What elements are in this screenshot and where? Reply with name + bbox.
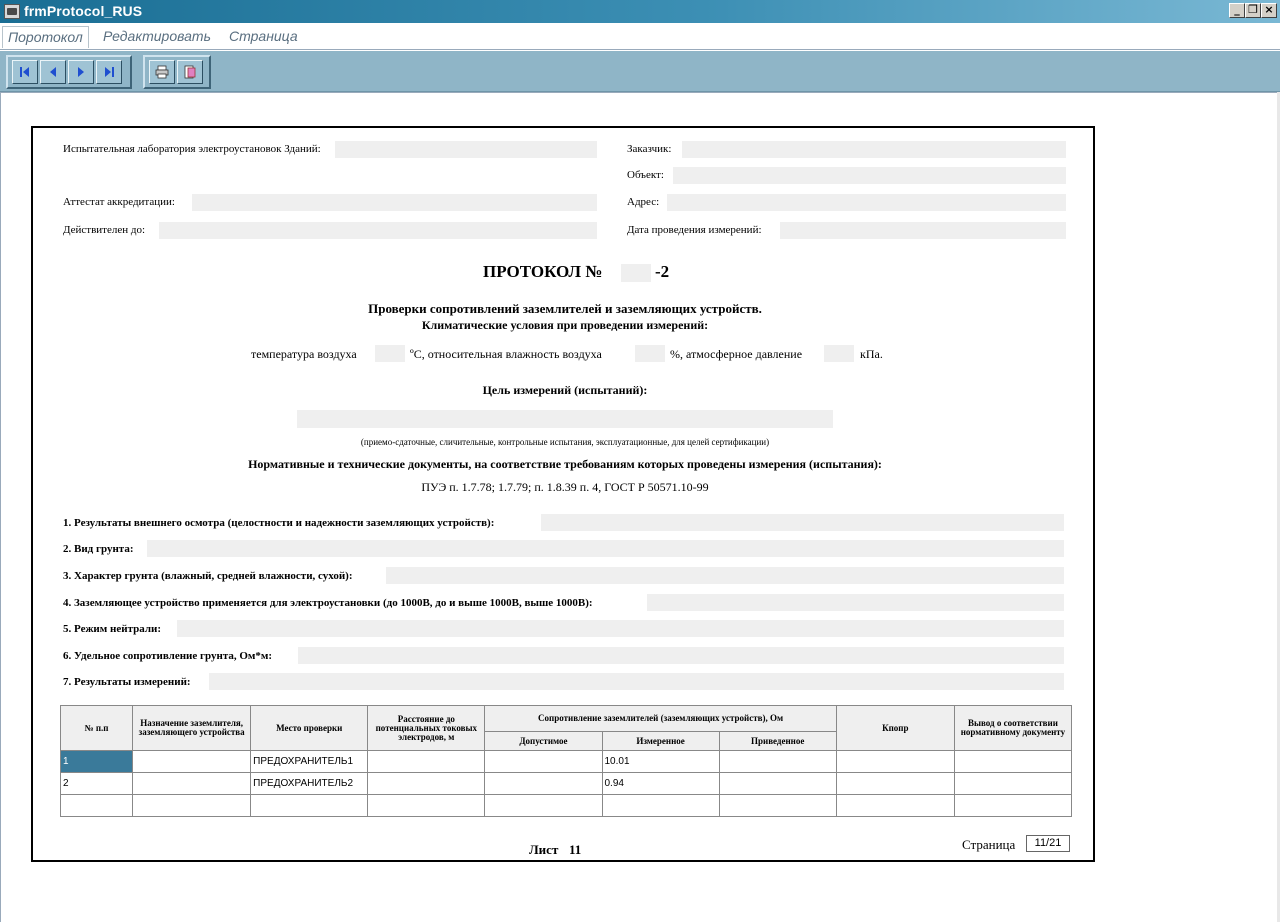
cell-measured[interactable] [602, 795, 719, 817]
cell-num[interactable] [61, 795, 133, 817]
temperature-label: температура воздуха [251, 347, 357, 361]
accreditation-field[interactable] [192, 194, 597, 211]
lab-label: Испытательная лаборатория электроустановок Зданий: [63, 143, 321, 155]
print-button[interactable] [149, 60, 175, 84]
last-record-icon [102, 65, 116, 79]
table-row[interactable] [61, 751, 1072, 773]
header-conclusion: Вывод о соответствии нормативному документу [954, 706, 1071, 751]
cell-kopr[interactable] [836, 751, 954, 773]
humidity-unit: %, атмосферное давление [670, 347, 803, 361]
cell-num[interactable]: 2 [61, 773, 133, 795]
section-6-label: 6. Удельное сопротивление грунта, Ом*м: [63, 650, 273, 662]
first-record-button[interactable] [12, 60, 38, 84]
measure-date-label: Дата проведения измерений: [627, 224, 762, 236]
valid-until-label: Действителен до: [63, 224, 146, 236]
sheet-label: Лист [529, 842, 559, 857]
header-allowed: Допустимое [485, 732, 602, 751]
protocol-number-field[interactable] [621, 264, 651, 282]
title-bar [0, 0, 1280, 23]
prev-record-icon [46, 65, 60, 79]
export-icon [183, 65, 197, 79]
section-6-field[interactable] [298, 647, 1064, 664]
cell-purpose[interactable] [133, 751, 251, 773]
protocol-title-suffix: -2 [655, 262, 670, 281]
section-4-field[interactable] [647, 594, 1064, 611]
section-5-field[interactable] [177, 620, 1064, 637]
header-measured: Измеренное [602, 732, 719, 751]
cell-reduced[interactable] [719, 751, 836, 773]
header-purpose: Назначение заземлителя, заземляющего устройства [133, 706, 251, 751]
protocol-sheet [31, 126, 1095, 862]
close-button[interactable]: × [1261, 3, 1277, 18]
valid-until-field[interactable] [159, 222, 597, 239]
cell-allowed[interactable] [485, 795, 602, 817]
norm-docs: ПУЭ п. 1.7.78; 1.7.79; п. 1.8.39 п. 4, ГОСТ Р 50571.10-99 [421, 480, 709, 494]
next-record-icon [74, 65, 88, 79]
humidity-field[interactable] [635, 345, 665, 362]
menu-protocol[interactable]: Поротокол [2, 26, 89, 48]
cell-distance[interactable] [368, 795, 485, 817]
print-icon [155, 65, 169, 79]
pressure-unit: кПа. [860, 347, 883, 361]
navigation-group [6, 55, 132, 89]
cell-reduced[interactable] [719, 773, 836, 795]
lab-field[interactable] [335, 141, 597, 158]
export-button[interactable] [177, 60, 203, 84]
header-resistance: Сопротивление заземлителей (заземляющих устройств), Ом [485, 706, 836, 732]
sheet-number: 11 [569, 842, 582, 857]
cell-place[interactable] [251, 795, 368, 817]
menu-bar [0, 23, 1280, 50]
address-label: Адрес: [627, 196, 660, 208]
cell-num[interactable]: 1 [61, 751, 133, 773]
purpose-hint: (приемо-сдаточные, сличительные, контрольные испытания, эксплуатационные, для целей сертификации) [360, 437, 770, 447]
menu-edit[interactable]: Редактировать [103, 28, 211, 44]
table-row[interactable] [61, 795, 1072, 817]
section-3-label: 3. Характер грунта (влажный, средней влажности, сухой): [63, 570, 353, 582]
header-place: Место проверки [251, 706, 368, 751]
app-icon[interactable] [4, 4, 20, 19]
section-7-label: 7. Результаты измерений: [63, 676, 191, 688]
protocol-subtitle: Проверки сопротивлений заземлителей и заземляющих устройств. [368, 301, 762, 316]
header-distance: Расстояние до потенциальных токовых электродов, м [368, 706, 485, 751]
cell-conclusion[interactable] [954, 795, 1071, 817]
cell-kopr[interactable] [836, 773, 954, 795]
header-kopr: Кпопр [836, 706, 954, 751]
section-1-label: 1. Результаты внешнего осмотра (целостности и надежности заземляющих устройств): [63, 517, 495, 529]
section-7-field[interactable] [209, 673, 1064, 690]
temperature-unit: ºС, относительная влажность воздуха [410, 347, 602, 361]
climate-heading: Климатические условия при проведении измерений: [421, 318, 709, 332]
table-row[interactable] [61, 773, 1072, 795]
cell-measured[interactable]: 10.01 [602, 751, 719, 773]
temperature-field[interactable] [375, 345, 405, 362]
purpose-field[interactable] [297, 410, 833, 428]
section-4-label: 4. Заземляющее устройство применяется для электроустановки (до 1000В, до и выше 1000В, выше 1000В): [63, 597, 593, 609]
purpose-heading: Цель измерений (испытаний): [482, 383, 648, 397]
cell-place[interactable]: ПРЕДОХРАНИТЕЛЬ1 [251, 751, 368, 773]
object-field[interactable] [673, 167, 1066, 184]
address-field[interactable] [667, 194, 1066, 211]
section-3-field[interactable] [386, 567, 1064, 584]
header-reduced: Приведенное [719, 732, 836, 751]
cell-place[interactable]: ПРЕДОХРАНИТЕЛЬ2 [251, 773, 368, 795]
page-indicator[interactable]: 11/21 [1026, 835, 1070, 852]
cell-conclusion[interactable] [954, 773, 1071, 795]
cell-kopr[interactable] [836, 795, 954, 817]
cell-purpose[interactable] [133, 795, 251, 817]
minimize-button[interactable]: _ [1229, 3, 1245, 18]
toolbar [0, 51, 1280, 92]
window-title: frmProtocol_RUS [24, 3, 143, 19]
measure-date-field[interactable] [780, 222, 1066, 239]
cell-conclusion[interactable] [954, 751, 1071, 773]
cell-allowed[interactable] [485, 773, 602, 795]
actions-group [143, 55, 211, 89]
results-table [60, 705, 1072, 817]
accreditation-label: Аттестат аккредитации: [63, 196, 175, 208]
page-label: Страница [962, 837, 1016, 852]
cell-allowed[interactable] [485, 751, 602, 773]
norm-heading: Нормативные и технические документы, на соответствие требованиям которых проведены измерения (испытания): [248, 457, 882, 471]
cell-purpose[interactable] [133, 773, 251, 795]
restore-button[interactable]: ❐ [1245, 3, 1261, 18]
protocol-title-prefix: ПРОТОКОЛ № [483, 262, 603, 281]
cell-distance[interactable] [368, 751, 485, 773]
header-num: № п.п [61, 706, 133, 751]
prev-record-button[interactable] [40, 60, 66, 84]
section-2-field[interactable] [147, 540, 1064, 557]
cell-distance[interactable] [368, 773, 485, 795]
last-record-button[interactable] [96, 60, 122, 84]
object-label: Объект: [627, 169, 664, 181]
section-2-label: 2. Вид грунта: [63, 543, 134, 555]
customer-field[interactable] [682, 141, 1066, 158]
cell-reduced[interactable] [719, 795, 836, 817]
first-record-icon [18, 65, 32, 79]
section-1-field[interactable] [541, 514, 1064, 531]
next-record-button[interactable] [68, 60, 94, 84]
menu-page[interactable]: Страница [229, 28, 298, 44]
pressure-field[interactable] [824, 345, 854, 362]
cell-measured[interactable]: 0.94 [602, 773, 719, 795]
section-5-label: 5. Режим нейтрали: [63, 623, 161, 635]
customer-label: Заказчик: [627, 143, 672, 155]
